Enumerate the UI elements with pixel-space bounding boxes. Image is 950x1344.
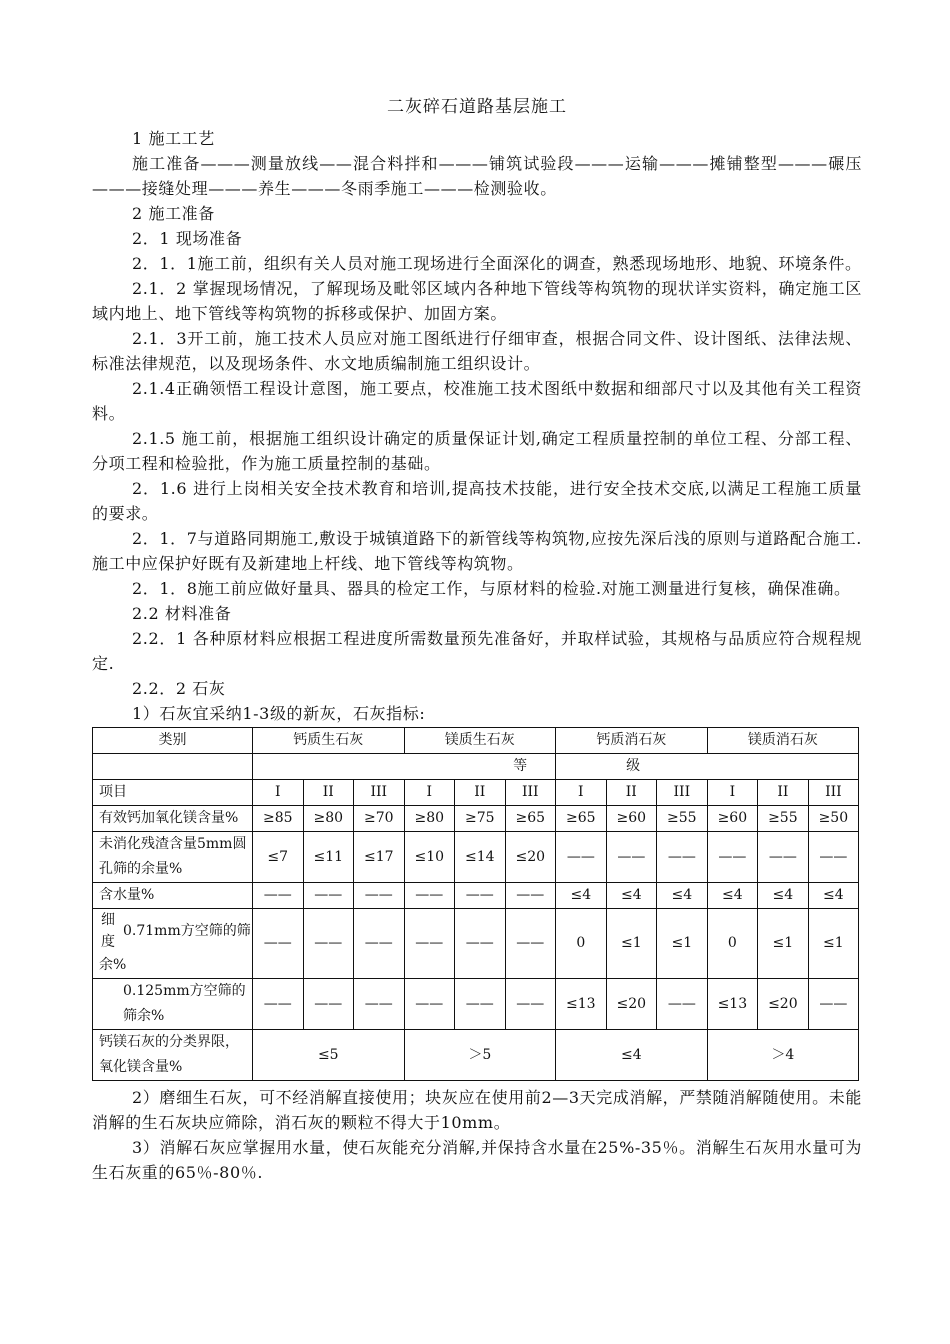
- grade-cell: II: [303, 780, 354, 806]
- table-cell: ≥65: [505, 806, 556, 832]
- section-2-2-heading: 2.2 材料准备: [132, 604, 232, 623]
- grade-cell: III: [657, 780, 708, 806]
- row-label: [93, 909, 253, 979]
- document-title: 二灰碎石道路基层施工: [387, 97, 567, 117]
- blank-cell: [93, 754, 253, 780]
- table-row: [93, 979, 859, 1030]
- table-cell: ——: [253, 979, 304, 1030]
- table-cell: ≥70: [354, 806, 405, 832]
- row-label: 有效钙加氧化镁含量%: [93, 806, 253, 832]
- section-2-heading: 2 施工准备: [132, 204, 215, 223]
- table-cell: ≤13: [707, 979, 758, 1030]
- group-header: 钙质生石灰: [253, 728, 405, 754]
- group-header: 钙质消石灰: [556, 728, 708, 754]
- grade-cell: II: [758, 780, 809, 806]
- table-cell: ≥55: [657, 806, 708, 832]
- grade-cell: II: [606, 780, 657, 806]
- table-cell: ≤1: [657, 909, 708, 979]
- table-cell: ≤4: [556, 1030, 708, 1081]
- table-cell: ——: [556, 832, 607, 883]
- fine-row-label: 0.71mm方空筛的筛余%: [99, 923, 251, 973]
- table-cell: ≥55: [758, 806, 809, 832]
- table-cell: ——: [657, 979, 708, 1030]
- section-2-2-2-heading: 2.2．2 石灰: [132, 679, 226, 698]
- process-flow-paragraph: 施工准备———测量放线——混合料拌和———铺筑试验段———运输———摊铺整型———碾压———接缝处理———养生———冬雨季施工———检测验收。: [92, 154, 862, 198]
- grade-cell: I: [404, 780, 455, 806]
- row-label: 含水量%: [93, 883, 253, 909]
- lime-spec-table: [92, 727, 859, 1081]
- paragraph-2-1-6: 2．1.6 进行上岗相关安全技术教育和培训,提高技术技能，进行安全技术交底,以满足工程施工质量的要求。: [92, 479, 862, 523]
- table-cell: ≥60: [707, 806, 758, 832]
- row-label: 0.125mm方空筛的筛余%: [93, 979, 253, 1030]
- grade-cell: III: [808, 780, 859, 806]
- table-cell: ——: [808, 832, 859, 883]
- table-cell: ≤20: [606, 979, 657, 1030]
- table-cell: ≤4: [657, 883, 708, 909]
- table-cell: ——: [303, 909, 354, 979]
- table-cell: ——: [303, 979, 354, 1030]
- category-header: 类别: [93, 728, 253, 754]
- group-header: 镁质生石灰: [404, 728, 556, 754]
- table-cell: ——: [354, 979, 405, 1030]
- table-cell: ——: [404, 979, 455, 1030]
- table-cell: ——: [404, 883, 455, 909]
- paragraph-2-1-5: 2.1.5 施工前，根据施工组织设计确定的质量保证计划,确定工程质量控制的单位工程、分部工程、分项工程和检验批，作为施工质量控制的基础。: [92, 429, 862, 473]
- table-cell: ≤4: [556, 883, 607, 909]
- table-cell: ≥80: [404, 806, 455, 832]
- row-label: 未消化残渣含量5mm圆孔筛的余量%: [93, 832, 253, 883]
- grade-row: [93, 780, 859, 806]
- table-cell: ≥60: [606, 806, 657, 832]
- table-cell: ——: [404, 909, 455, 979]
- table-cell: ——: [354, 909, 405, 979]
- grade-label-right: 级: [556, 754, 859, 780]
- table-cell: ＞4: [707, 1030, 859, 1081]
- table-cell: ——: [707, 832, 758, 883]
- table-cell: ≥85: [253, 806, 304, 832]
- table-header-row: [93, 728, 859, 754]
- table-cell: ≤11: [303, 832, 354, 883]
- table-cell: ≤5: [253, 1030, 405, 1081]
- table-cell: ——: [606, 832, 657, 883]
- table-cell: ——: [505, 883, 556, 909]
- table-cell: ——: [505, 979, 556, 1030]
- grade-cell: I: [556, 780, 607, 806]
- table-cell: ——: [808, 979, 859, 1030]
- grade-cell: I: [707, 780, 758, 806]
- table-cell: ≤20: [758, 979, 809, 1030]
- table-cell: ≤1: [758, 909, 809, 979]
- group-header: 镁质消石灰: [707, 728, 859, 754]
- paragraph-2-2-1: 2.2．1 各种原材料应根据工程进度所需数量预先准备好，并取样试验，其规格与品质应符合规程规定.: [92, 629, 862, 673]
- table-cell: ≤4: [808, 883, 859, 909]
- table-cell: ——: [455, 979, 506, 1030]
- lime-note-2: 2）磨细生石灰，可不经消解直接使用；块灰应在使用前2—3天完成消解，严禁随消解随使用。未能消解的生石灰块应筛除，消石灰的颗粒不得大于10mm。: [92, 1088, 862, 1132]
- section-1-heading: 1 施工工艺: [132, 129, 215, 148]
- table-cell: ≥80: [303, 806, 354, 832]
- table-cell: ≤17: [354, 832, 405, 883]
- table-cell: ——: [253, 883, 304, 909]
- table-cell: ——: [455, 909, 506, 979]
- table-row: [93, 909, 859, 979]
- paragraph-2-1-3: 2.1．3开工前，施工技术人员应对施工图纸进行仔细审查，根据合同文件、设计图纸、法律法规、标准法律规范，以及现场条件、水文地质编制施工组织设计。: [92, 329, 862, 373]
- section-2-1-heading: 2．1 现场准备: [132, 229, 243, 248]
- table-row: [93, 1030, 859, 1081]
- table-cell: ——: [758, 832, 809, 883]
- grade-cell: II: [455, 780, 506, 806]
- table-row: [93, 806, 859, 832]
- item-header: 项目: [93, 780, 253, 806]
- table-cell: ≤20: [505, 832, 556, 883]
- table-cell: ≤4: [758, 883, 809, 909]
- document-page: [92, 96, 862, 1185]
- paragraph-2-1-2: 2.1．2 掌握现场情况，了解现场及毗邻区域内各种地下管线等构筑物的现状详实资料，确定施工区域内地上、地下管线等构筑物的拆移或保护、加固方案。: [92, 279, 862, 323]
- table-cell: ≤1: [808, 909, 859, 979]
- grade-cell: III: [354, 780, 405, 806]
- table-cell: ≤14: [455, 832, 506, 883]
- grade-cell: III: [505, 780, 556, 806]
- table-cell: ≥65: [556, 806, 607, 832]
- table-cell: ——: [455, 883, 506, 909]
- lime-note-1: 1）石灰宜采纳1-3级的新灰，石灰指标:: [132, 704, 426, 723]
- table-cell: ≥50: [808, 806, 859, 832]
- table-cell: 0: [707, 909, 758, 979]
- table-cell: ≤4: [707, 883, 758, 909]
- table-cell: ——: [354, 883, 405, 909]
- table-cell: ≤7: [253, 832, 304, 883]
- table-cell: ——: [505, 909, 556, 979]
- table-cell: ≥75: [455, 806, 506, 832]
- table-cell: ＞5: [404, 1030, 556, 1081]
- paragraph-2-1-1: 2．1．1施工前，组织有关人员对施工现场进行全面深化的调查，熟悉现场地形、地貌、环境条件。: [132, 254, 862, 273]
- fineness-label: 细度: [101, 912, 115, 950]
- table-cell: ——: [303, 883, 354, 909]
- table-cell: ≤1: [606, 909, 657, 979]
- table-cell: 0: [556, 909, 607, 979]
- paragraph-2-1-8: 2．1．8施工前应做好量具、器具的检定工作，与原材料的检验.对施工测量进行复核，确保准确。: [132, 579, 851, 598]
- table-row: [93, 832, 859, 883]
- table-cell: ≤4: [606, 883, 657, 909]
- after-table-notes: [92, 1085, 862, 1185]
- table-cell: ≤13: [556, 979, 607, 1030]
- grade-label-row: [93, 754, 859, 780]
- table-cell: ——: [253, 909, 304, 979]
- table-row: [93, 883, 859, 909]
- table-cell: ≤10: [404, 832, 455, 883]
- lime-note-3: 3）消解石灰应掌握用水量，使石灰能充分消解,并保持含水量在25%-35％。消解生石灰用水量可为生石灰重的65％-80％.: [92, 1138, 862, 1182]
- grade-cell: I: [253, 780, 304, 806]
- paragraph-2-1-4: 2.1.4正确领悟工程设计意图，施工要点，校准施工技术图纸中数据和细部尺寸以及其他有关工程资料。: [92, 379, 862, 423]
- grade-label-left: 等: [253, 754, 556, 780]
- paragraph-2-1-7: 2．1．7与道路同期施工,敷设于城镇道路下的新管线等构筑物,应按先深后浅的原则与道路配合施工.施工中应保护好既有及新建地上杆线、地下管线等构筑物。: [92, 529, 862, 573]
- row-label: 钙镁石灰的分类界限，氧化镁含量%: [93, 1030, 253, 1081]
- table-cell: ——: [657, 832, 708, 883]
